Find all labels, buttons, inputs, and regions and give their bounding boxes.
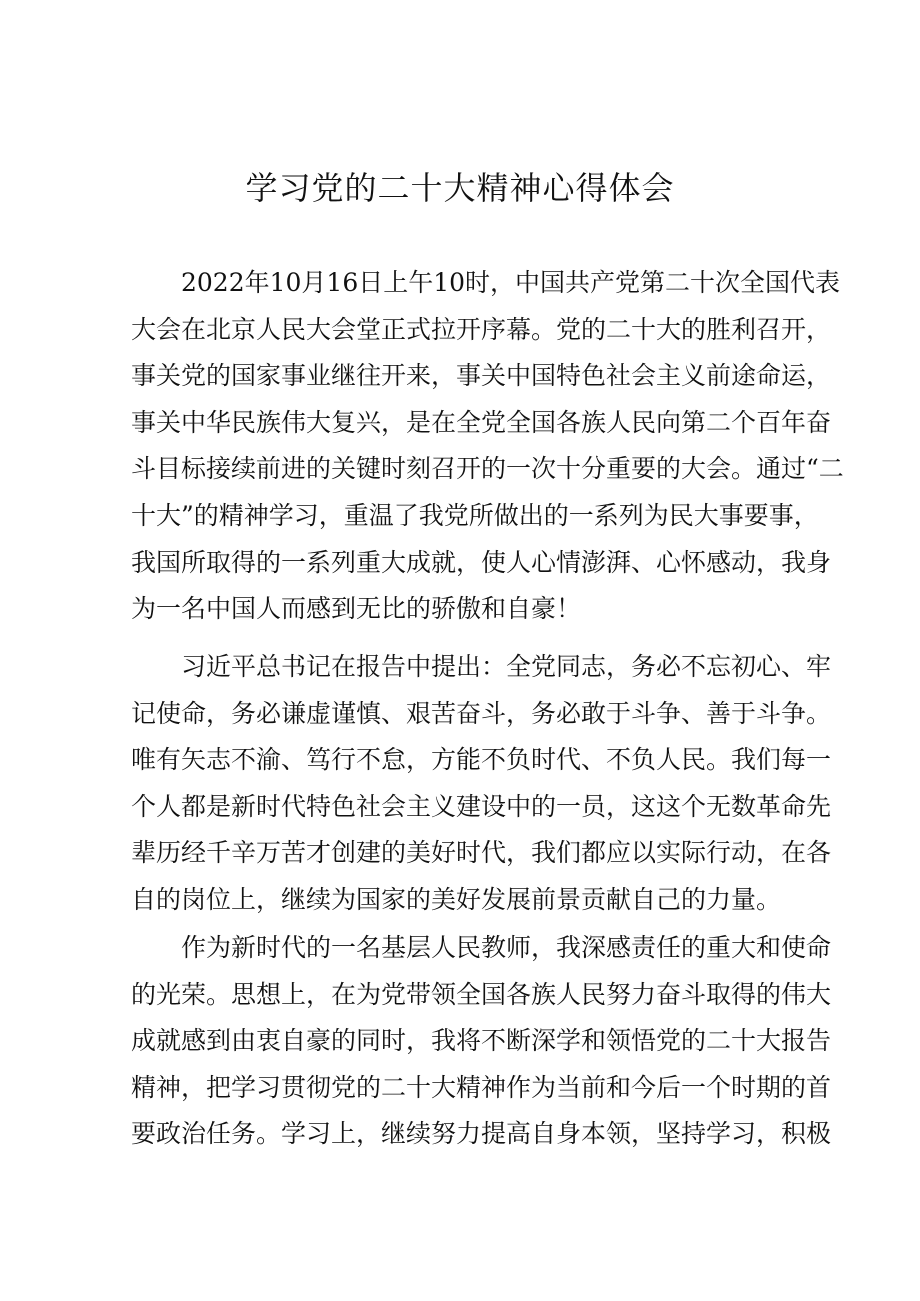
paragraph-3 (131, 925, 832, 1158)
paragraph-1 (131, 260, 844, 633)
text-line: 自的岗位上，继续为国家的美好发展前景贡献自己的力量。 (131, 884, 782, 914)
text-line: 我国所取得的一系列重大成就，使人心情澎湃、心怀感动，我身 (131, 547, 832, 577)
document-title: 学习党的二十大精神心得体会 (245, 169, 675, 207)
text-line: 事关党的国家事业继往开来，事关中国特色社会主义前途命运， (131, 361, 832, 391)
text-line: 2022年10月16日上午10时，中国共产党第二十次全国代表 (181, 268, 841, 297)
text-line: 辈历经千辛万苦才创建的美好时代，我们都应以实际行动，在各 (131, 838, 832, 868)
text-line: 成就感到由衷自豪的同时，我将不断深学和领悟党的二十大报告 (131, 1026, 832, 1056)
text-line: 的光荣。思想上，在为党带领全国各族人民努力奋斗取得的伟大 (131, 979, 832, 1009)
paragraph-2 (131, 644, 832, 924)
text-line: 斗目标接续前进的关键时刻召开的一次十分重要的大会。通过“二 (131, 454, 844, 484)
text-line: 大会在北京人民大会堂正式拉开序幕。党的二十大的胜利召开， (131, 314, 832, 344)
text-line: 作为新时代的一名基层人民教师，我深感责任的重大和使命 (181, 933, 832, 962)
text-line: 要政治任务。学习上，继续努力提高自身本领，坚持学习，积极 (131, 1119, 832, 1149)
text-line: 十大”的精神学习，重温了我党所做出的一系列为民大事要事， (131, 500, 819, 530)
text-line: 唯有矢志不渝、笃行不怠，方能不负时代、不负人民。我们每一 (131, 745, 832, 775)
text-line: 精神，把学习贯彻党的二十大精神作为当前和今后一个时期的首 (131, 1072, 832, 1102)
text-line: 个人都是新时代特色社会主义建设中的一员，这这个无数革命先 (131, 791, 832, 821)
text-line: 习近平总书记在报告中提出：全党同志，务必不忘初心、牢 (181, 652, 832, 681)
text-line: 为一名中国人而感到无比的骄傲和自豪！ (131, 594, 582, 624)
text-line: 记使命，务必谦虚谨慎、艰苦奋斗，务必敢于斗争、善于斗争。 (131, 698, 832, 728)
text-line: 事关中华民族伟大复兴，是在全党全国各族人民向第二个百年奋 (131, 407, 832, 437)
